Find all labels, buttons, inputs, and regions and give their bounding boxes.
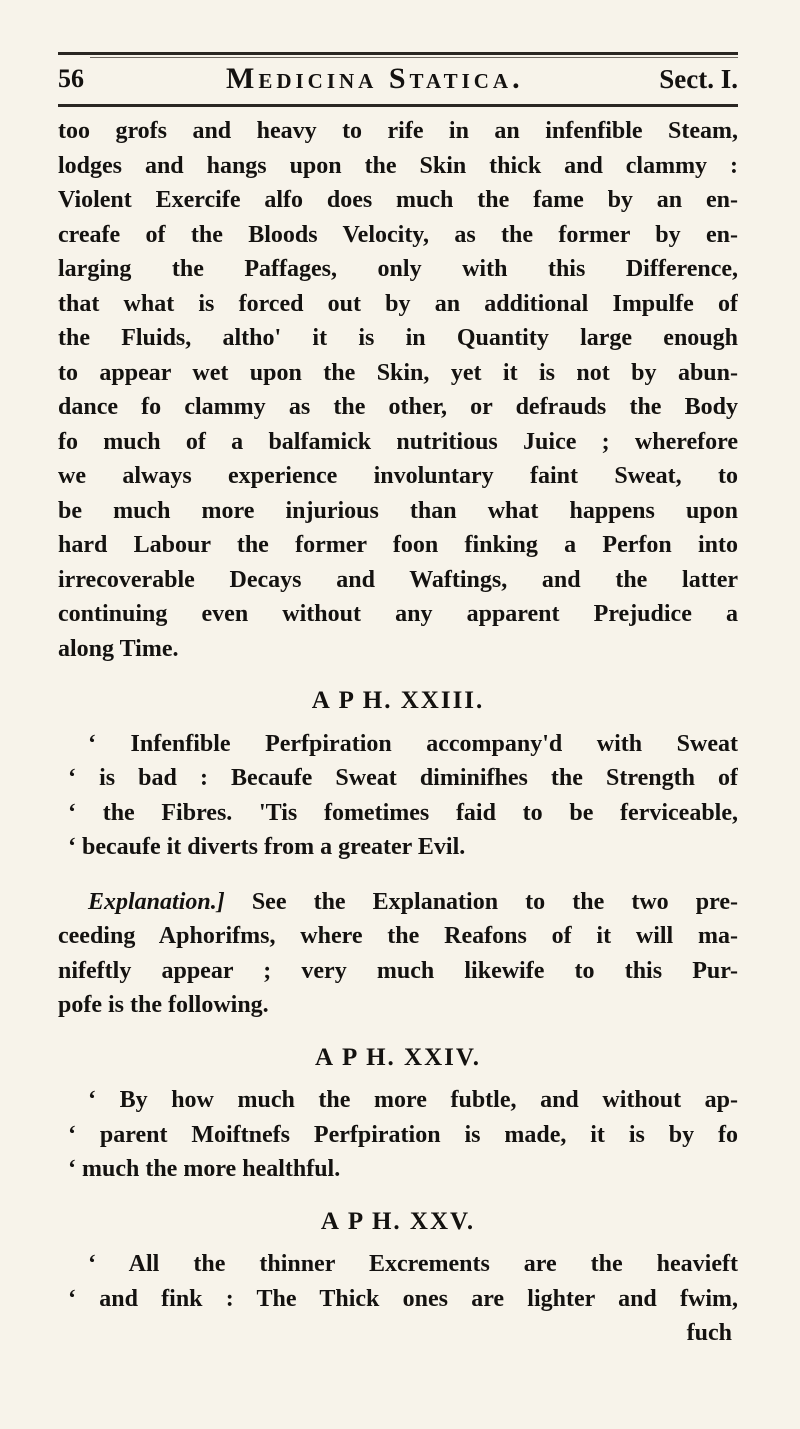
explanation-label: Explanation.] <box>88 888 225 915</box>
aphorism-heading-24: A P H. XXIV. <box>315 1043 481 1071</box>
text-line: lodges and hangs upon the Skin thick and clammy : <box>58 152 738 179</box>
text-line: creafe of the Bloods Velocity, as the former by en- <box>58 221 738 248</box>
quote-line: ‘ the Fibres. 'Tis fometimes faid to be ferviceable, <box>68 799 738 826</box>
text-line: the Fluids, altho' it is in Quantity large enough <box>58 325 738 351</box>
paragraph-continued <box>58 114 738 666</box>
aphorism-25 <box>58 1247 738 1351</box>
quote-line: ‘ All the thinner Excrements are the heavieft <box>88 1251 738 1277</box>
text-line: nifeftly appear ; very much likewife to this Pur- <box>58 957 738 984</box>
top-rule-thin <box>90 57 738 58</box>
catchword: fuch <box>686 1320 732 1346</box>
explanation-first-line <box>58 885 738 920</box>
aphorism-heading-25: A P H. XXV. <box>320 1207 476 1235</box>
top-rule <box>58 52 738 55</box>
quote-line: ‘ Infenfible Perfpiration accompany'd with Sweat <box>88 730 738 757</box>
text-line: larging the Paffages, only with this Difference, <box>58 256 738 282</box>
text-line: dance fo clammy as the other, or defrauds the Body <box>58 394 738 420</box>
page-header <box>58 64 738 104</box>
aphorism-23 <box>58 727 738 865</box>
quote-line: ‘ much the more healthful. <box>68 1156 341 1182</box>
text-line: too grofs and heavy to rife in an infenfible Steam, <box>58 118 738 144</box>
quote-line: ‘ becaufe it diverts from a greater Evil. <box>68 834 466 860</box>
explanation-paragraph <box>58 885 738 1023</box>
text-line: continuing even without any apparent Prejudice a <box>58 601 738 627</box>
text-line: be much more injurious than what happens upon <box>58 497 738 524</box>
text-line: we always experience involuntary faint Sweat, to <box>58 463 738 489</box>
section-label: Sect. I. <box>659 64 738 94</box>
explanation-text: See the Explanation to the two pre- <box>251 888 738 915</box>
text-line: ceeding Aphorifms, where the Reafons of it will ma- <box>58 923 738 949</box>
quote-line: ‘ By how much the more fubtle, and without ap- <box>88 1087 738 1113</box>
text-line: to appear wet upon the Skin, yet it is not by abun- <box>58 359 738 386</box>
aphorism-heading-23: A P H. XXIII. <box>311 687 485 714</box>
quote-line: ‘ and fink : The Thick ones are lighter and fwim, <box>68 1285 738 1312</box>
quote-line: ‘ parent Moiftnefs Perfpiration is made, it is by fo <box>68 1121 738 1148</box>
text-line: pofe is the following. <box>58 992 269 1018</box>
text-line: irrecoverable Decays and Waftings, and the latter <box>58 566 738 593</box>
text-line: fo much of a balfamick nutritious Juice ; wherefore <box>58 428 738 455</box>
text-line: Violent Exercife alfo does much the fame by an en- <box>58 187 738 213</box>
running-title: Medicina Statica. <box>226 62 524 95</box>
quote-line: ‘ is bad : Becaufe Sweat diminifhes the Strength of <box>68 765 738 791</box>
header-rule <box>58 104 738 107</box>
page-body <box>58 114 738 1351</box>
text-line: that what is forced out by an additional Impulfe of <box>58 290 738 317</box>
page-number: 56 <box>58 64 84 93</box>
aphorism-24 <box>58 1083 738 1187</box>
text-line: hard Labour the former foon finking a Perfon into <box>58 532 738 558</box>
text-line: along Time. <box>58 635 179 662</box>
